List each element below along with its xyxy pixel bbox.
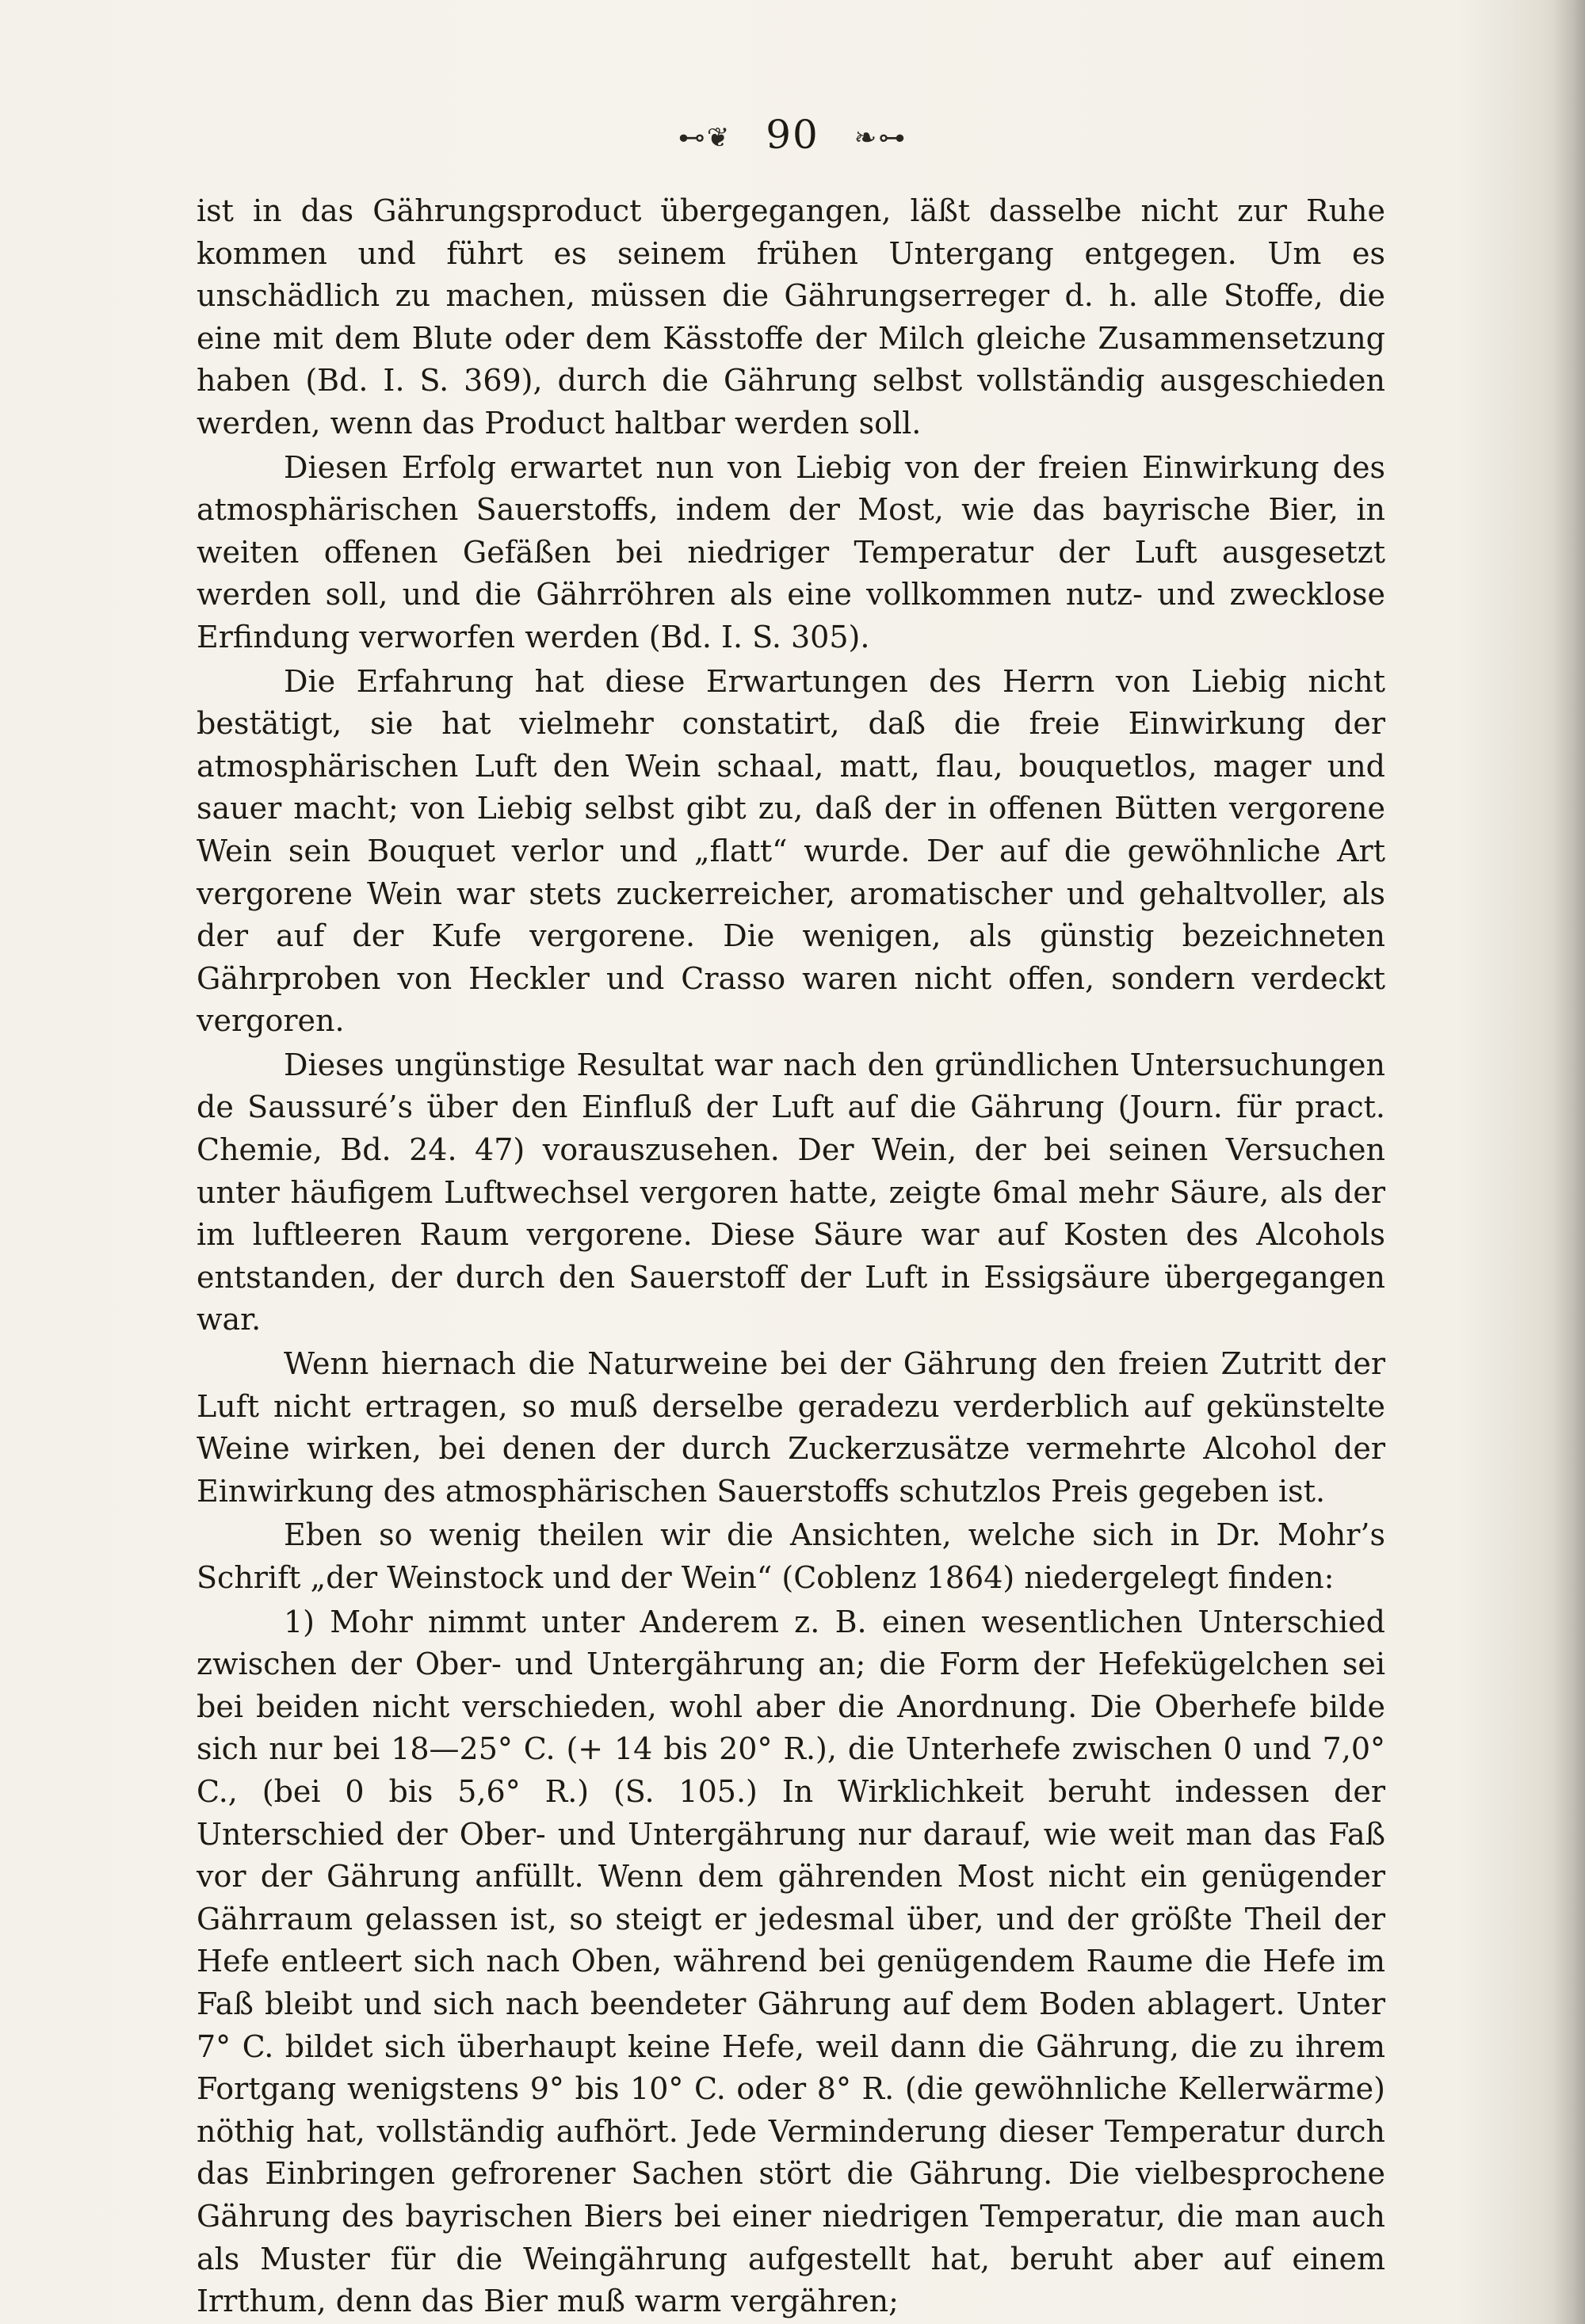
paragraph-3: Die Erfahrung hat diese Erwartungen des Herrn von Liebig nicht bestätigt, sie hat vielmehr constatirt, daß die freie Einwirkung der atmosphärischen Luft den Wein schaal, matt, flau, bouquetlos, mager und sauer macht; von Liebig selbst gibt zu, daß der in offenen Bütten vergorene Wein sein Bouquet verlor und „flatt“ wurde. Der auf die gewöhnliche Art vergorene Wein war stets zuckerreicher, aromatischer und gehaltvoller, als der auf der Kufe vergorene. Die wenigen, als günstig bezeichneten Gährproben von Heckler und Crasso waren nicht offen, sondern verdeckt vergoren. [197, 663, 1385, 1039]
right-ornament-icon: ❧⊶ [854, 122, 907, 154]
page-spine-shadow [1553, 0, 1585, 2324]
body-text [197, 190, 1385, 2323]
paragraph-4: Dieses ungünstige Resultat war nach den gründlichen Untersuchungen de Saussuré’s über den Einfluß der Luft auf die Gährung (Journ. für pract. Chemie, Bd. 24. 47) vorauszusehen. Der Wein, der bei seinen Versuchen unter häufigem Luftwechsel vergoren hatte, zeigte 6mal mehr Säure, als der im luftleeren Raum vergorene. Diese Säure war auf Kosten des Alcohols entstanden, der durch den Sauerstoff der Luft in Essigsäure übergegangen war. [197, 1047, 1385, 1338]
page-header [0, 111, 1585, 162]
paragraph-5: Wenn hiernach die Naturweine bei der Gährung den freien Zutritt der Luft nicht ertragen, so muß derselbe geradezu verderblich auf gekünstelte Weine wirken, bei denen der durch Zuckerzusätze vermehrte Alcohol der Einwirkung des atmosphärischen Sauerstoffs schutzlos Preis gegeben ist. [197, 1346, 1385, 1509]
paragraph-2: Diesen Erfolg erwartet nun von Liebig von der freien Einwirkung des atmosphärischen Sauerstoffs, indem der Most, wie das bayrische Bier, in weiten offenen Gefäßen bei niedriger Temperatur der Luft ausgesetzt werden soll, und die Gährröhren als eine vollkommen nutz- und zwecklose Erfindung verworfen werden (Bd. I. S. 305). [197, 449, 1385, 654]
page-number: 90 [766, 112, 819, 158]
left-ornament-icon: ⊷❦ [678, 122, 731, 154]
paragraph-6: Eben so wenig theilen wir die Ansichten, welche sich in Dr. Mohr’s Schrift „der Weinstock und der Wein“ (Coblenz 1864) niedergelegt finden: [197, 1517, 1385, 1595]
paragraph-7: 1) Mohr nimmt unter Anderem z. B. einen wesentlichen Unterschied zwischen der Ober- und Untergährung an; die Form der Hefekügelchen sei bei beiden nicht verschieden, wohl aber die Anordnung. Die Oberhefe bilde sich nur bei 18—25° C. (+ 14 bis 20° R.), die Unterhefe zwischen 0 und 7,0° C., (bei 0 bis 5,6° R.) (S. 105.) In Wirklichkeit beruht indessen der Unterschied der Ober- und Untergährung nur darauf, wie weit man das Faß vor der Gährung anfüllt. Wenn dem gährenden Most nicht ein genügender Gährraum gelassen ist, so steigt er jedesmal über, und der größte Theil der Hefe entleert sich nach Oben, während bei genügendem Raume die Hefe im Faß bleibt und sich nach beendeter Gährung auf dem Boden ablagert. Unter 7° C. bildet sich überhaupt keine Hefe, weil dann die Gährung, die zu ihrem Fortgang wenigstens 9° bis 10° C. oder 8° R. (die gewöhnliche Kellerwärme) nöthig hat, vollständig aufhört. Jede Verminderung dieser Temperatur durch das Einbringen gefrorener Sachen stört die Gährung. Die vielbesprochene Gährung des bayrischen Biers bei einer niedrigen Temperatur, die man auch als Muster für die Weingährung aufgestellt hat, beruht aber auf einem Irrthum, denn das Bier muß warm vergähren; [197, 1604, 1385, 2319]
paragraph-1: ist in das Gährungsproduct übergegangen, läßt dasselbe nicht zur Ruhe kommen und führt es seinem frühen Untergang entgegen. Um es unschädlich zu machen, müssen die Gährungserreger d. h. alle Stoffe, die eine mit dem Blute oder dem Kässtoffe der Milch gleiche Zusammensetzung haben (Bd. I. S. 369), durch die Gährung selbst vollständig ausgeschieden werden, wenn das Product haltbar werden soll. [197, 193, 1385, 441]
